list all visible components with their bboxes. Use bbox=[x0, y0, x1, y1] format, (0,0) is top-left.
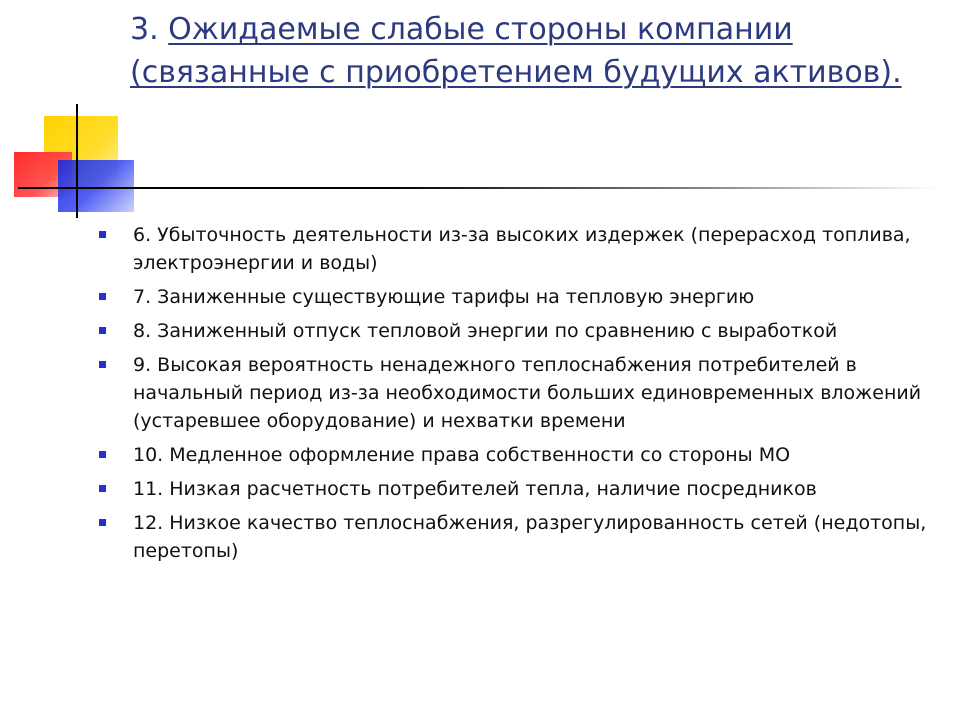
list-item bbox=[96, 351, 936, 435]
slide-title-text[interactable]: Ожидаемые слабые стороны компании (связанные с приобретением будущих активов). bbox=[130, 12, 902, 90]
slide-title-number: 3. bbox=[130, 12, 159, 47]
decorative-vertical-line bbox=[76, 104, 78, 218]
list-item-text: 7. Заниженные существующие тарифы на тепловую энергию bbox=[133, 286, 755, 308]
list-item bbox=[96, 221, 936, 277]
decorative-blue-square bbox=[58, 160, 134, 212]
square-bullet-icon bbox=[99, 327, 106, 334]
list-item bbox=[96, 283, 936, 311]
square-bullet-icon bbox=[99, 451, 106, 458]
list-item-text: 8. Заниженный отпуск тепловой энергии по сравнению с выработкой bbox=[133, 320, 838, 342]
list-item-text: 12. Низкое качество теплоснабжения, разрегулированность сетей (недотопы, перетопы) bbox=[133, 512, 927, 562]
list-item bbox=[96, 509, 936, 565]
list-item bbox=[96, 475, 936, 503]
list-item-text: 11. Низкая расчетность потребителей тепла, наличие посредников bbox=[133, 478, 817, 500]
bullet-list bbox=[96, 221, 936, 571]
square-bullet-icon bbox=[99, 519, 106, 526]
list-item-text: 10. Медленное оформление права собственности со стороны МО bbox=[133, 444, 791, 466]
list-item bbox=[96, 317, 936, 345]
square-bullet-icon bbox=[99, 231, 106, 238]
square-bullet-icon bbox=[99, 361, 106, 368]
square-bullet-icon bbox=[99, 293, 106, 300]
slide-title bbox=[130, 8, 930, 94]
list-item bbox=[96, 441, 936, 469]
list-item-text: 6. Убыточность деятельности из-за высоких издержек (перерасход топлива, электроэнергии и воды) bbox=[133, 224, 911, 274]
title-divider-line bbox=[18, 187, 938, 189]
square-bullet-icon bbox=[99, 485, 106, 492]
list-item-text: 9. Высокая вероятность ненадежного теплоснабжения потребителей в начальный период из-за необходимости больших единовременных вложений (устаревшее оборудование) и нехватки времени bbox=[133, 354, 922, 432]
